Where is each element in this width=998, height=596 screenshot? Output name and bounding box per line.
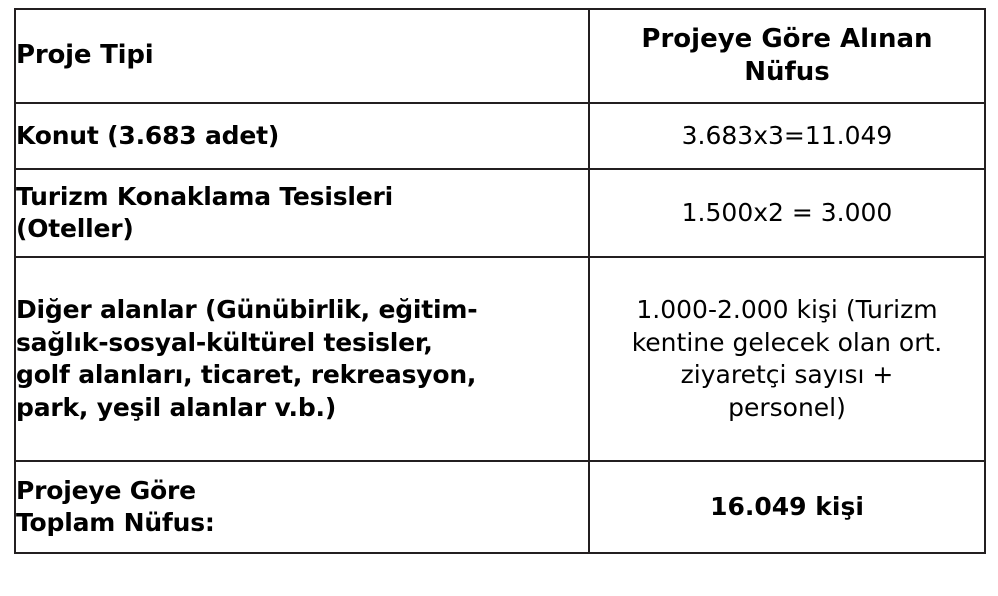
row-tourism-label — [15, 169, 589, 257]
row-other-value-line-4: personel) — [728, 392, 846, 422]
table-row — [15, 103, 985, 169]
row-housing-label — [15, 103, 589, 169]
population-table — [14, 8, 986, 554]
row-housing-label-line-1: Konut (3.683 adet) — [16, 120, 280, 150]
row-other-label — [15, 257, 589, 461]
row-total-value — [589, 461, 985, 553]
row-tourism-label-line-1: Turizm Konaklama Tesisleri — [16, 181, 394, 211]
row-housing-value — [589, 103, 985, 169]
row-tourism-value — [589, 169, 985, 257]
row-other-label-line-2: sağlık-sosyal-kültürel tesisler, — [16, 327, 433, 357]
table-row — [15, 257, 985, 461]
row-total-label — [15, 461, 589, 553]
row-total-value-line-1: 16.049 kişi — [710, 491, 864, 521]
row-total-label-line-1: Projeye Göre — [16, 475, 196, 505]
row-tourism-label-line-2: (Oteller) — [16, 214, 134, 243]
row-housing-value-line-1: 3.683x3=11.049 — [681, 120, 893, 150]
table-row — [15, 169, 985, 257]
row-total-label-line-2: Toplam Nüfus: — [16, 508, 215, 537]
row-other-label-line-3: golf alanları, ticaret, rekreasyon, — [16, 360, 477, 389]
row-other-value-line-2: kentine gelecek olan ort. — [631, 327, 943, 357]
row-other-label-line-1: Diğer alanlar (Günübirlik, eğitim- — [16, 295, 478, 324]
table-row — [15, 461, 985, 553]
table-header-row — [15, 9, 985, 103]
header-population-line-1: Projeye Göre Alınan — [641, 23, 933, 54]
header-cell-project-type: Proje Tipi — [15, 9, 589, 103]
header-population-line-2: Nüfus — [744, 57, 830, 87]
row-other-value-line-3: ziyaretçi sayısı + — [680, 360, 894, 389]
row-other-value-line-1: 1.000-2.000 kişi (Turizm — [636, 295, 938, 324]
row-other-value — [589, 257, 985, 461]
row-tourism-value-line-1: 1.500x2 = 3.000 — [681, 197, 893, 227]
header-cell-population — [589, 9, 985, 103]
row-other-label-line-4: park, yeşil alanlar v.b.) — [16, 392, 337, 422]
